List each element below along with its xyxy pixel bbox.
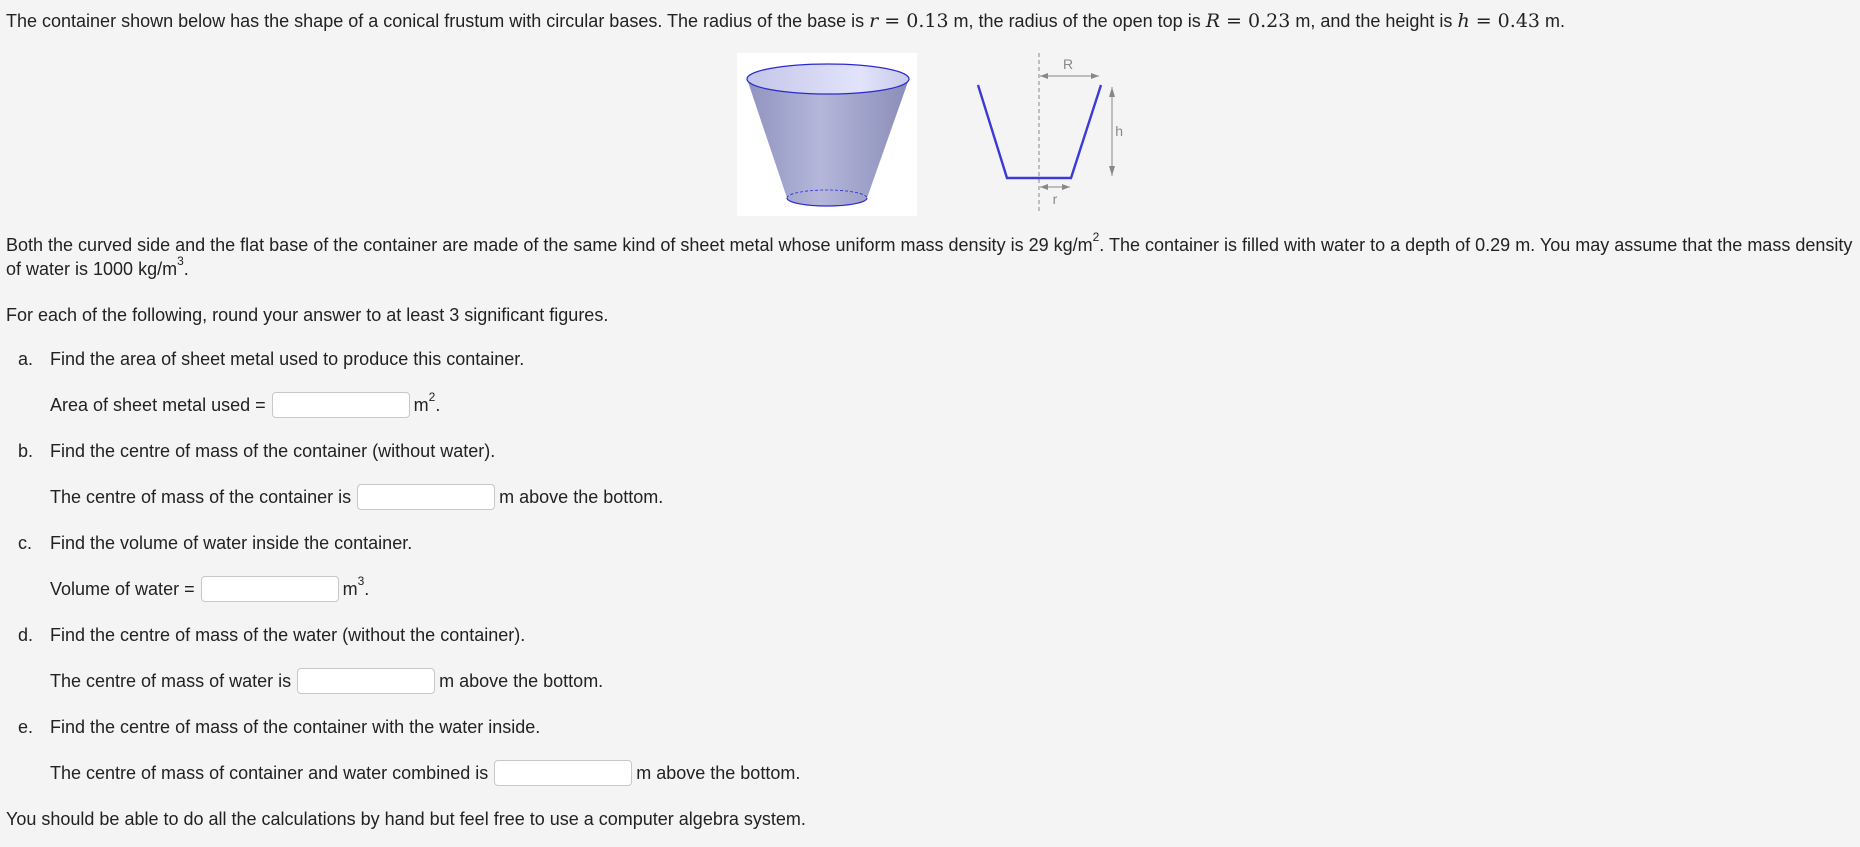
dim-r-arrow-left	[1040, 184, 1048, 190]
label-h: h	[1115, 123, 1123, 139]
var-R: R	[1205, 10, 1221, 32]
unit-text: m	[413, 394, 429, 415]
dim-R-arrow-left	[1040, 73, 1048, 79]
answer-row-e	[50, 760, 800, 786]
frustum-side	[747, 79, 909, 206]
answer-unit	[342, 573, 370, 600]
unit-suffix: .	[435, 394, 441, 415]
label-R: R	[1062, 56, 1074, 72]
intro-part: The container shown below has the shape of a conical frustum with circular bases. The radius of the base is	[6, 11, 870, 31]
density-text-line1	[6, 230, 1853, 256]
intro-part: m.	[1540, 11, 1565, 31]
frustum-3d-drawing	[737, 53, 917, 216]
density-text-line2	[6, 254, 189, 280]
question-text: Find the volume of water inside the container.	[50, 533, 413, 553]
instruction-text: For each of the following, round your answer to at least 3 significant figures.	[6, 305, 609, 325]
answer-unit	[413, 389, 441, 416]
question-text: Find the area of sheet metal used to produce this container.	[50, 349, 525, 369]
density-part: .	[183, 259, 189, 279]
density-part: Both the curved side and the flat base of the container are made of the same kind of sheet metal whose uniform mass density is 29 kg/m	[6, 235, 1093, 255]
frustum-top-rim	[747, 64, 909, 94]
unit-superscript: 2	[428, 389, 436, 404]
question-letter: b.	[18, 441, 34, 461]
unit-superscript: 3	[357, 573, 365, 588]
superscript: 3	[177, 254, 184, 268]
answer-label: The centre of mass of container and water combined is	[50, 762, 489, 783]
footer-text: You should be able to do all the calculations by hand but feel free to use a computer algebra system.	[6, 809, 806, 829]
question-text: Find the centre of mass of the water (without the container).	[50, 625, 526, 645]
dim-r-arrow-right	[1062, 184, 1070, 190]
intro-text	[6, 10, 1565, 32]
unit-suffix: .	[364, 578, 370, 599]
value-r: = 0.13	[878, 10, 949, 32]
math-r	[869, 10, 948, 32]
cross-section-diagram	[960, 50, 1123, 218]
dim-h-arrow-down	[1109, 166, 1115, 176]
answer-label: The centre of mass of water is	[50, 670, 292, 691]
question-letter: c.	[18, 533, 33, 553]
water-com-input[interactable]	[297, 668, 435, 694]
question-letter: e.	[18, 717, 34, 737]
density-part: . The container is filled with water to a depth of 0.29 m. You may assume that the mass density	[1099, 235, 1853, 255]
question-text: Find the centre of mass of the container (without water).	[50, 441, 496, 461]
value-R: = 0.23	[1220, 10, 1291, 32]
var-h: h	[1457, 10, 1470, 32]
container-com-input[interactable]	[357, 484, 495, 510]
math-h	[1457, 10, 1540, 32]
answer-label: Volume of water =	[50, 578, 195, 599]
answer-row-d	[50, 668, 603, 694]
answer-unit: m above the bottom.	[439, 670, 604, 691]
question-text: Find the centre of mass of the container with the water inside.	[50, 717, 541, 737]
answer-label: The centre of mass of the container is	[50, 486, 352, 507]
answer-row-a	[50, 389, 441, 418]
intro-part: m, and the height is	[1290, 11, 1458, 31]
frustum-image	[737, 53, 917, 216]
density-part: of water is 1000 kg/m	[6, 259, 178, 279]
water-volume-input[interactable]	[201, 576, 339, 602]
dim-h-arrow-up	[1109, 87, 1115, 97]
var-r: r	[869, 10, 879, 32]
math-R	[1206, 10, 1291, 32]
cross-section-svg	[960, 50, 1123, 218]
label-r: r	[1052, 191, 1058, 207]
answer-row-b	[50, 484, 663, 510]
question-letter: a.	[18, 349, 34, 369]
answer-row-c	[50, 573, 370, 602]
value-h: = 0.43	[1469, 10, 1540, 32]
dim-R-arrow-right	[1091, 73, 1099, 79]
intro-part: m, the radius of the open top is	[948, 11, 1206, 31]
question-letter: d.	[18, 625, 34, 645]
superscript: 2	[1092, 230, 1100, 244]
combined-com-input[interactable]	[494, 760, 632, 786]
answer-unit: m above the bottom.	[499, 486, 664, 507]
answer-unit: m above the bottom.	[636, 762, 801, 783]
area-input[interactable]	[272, 392, 410, 418]
answer-label: Area of sheet metal used =	[50, 394, 266, 415]
unit-text: m	[342, 578, 358, 599]
